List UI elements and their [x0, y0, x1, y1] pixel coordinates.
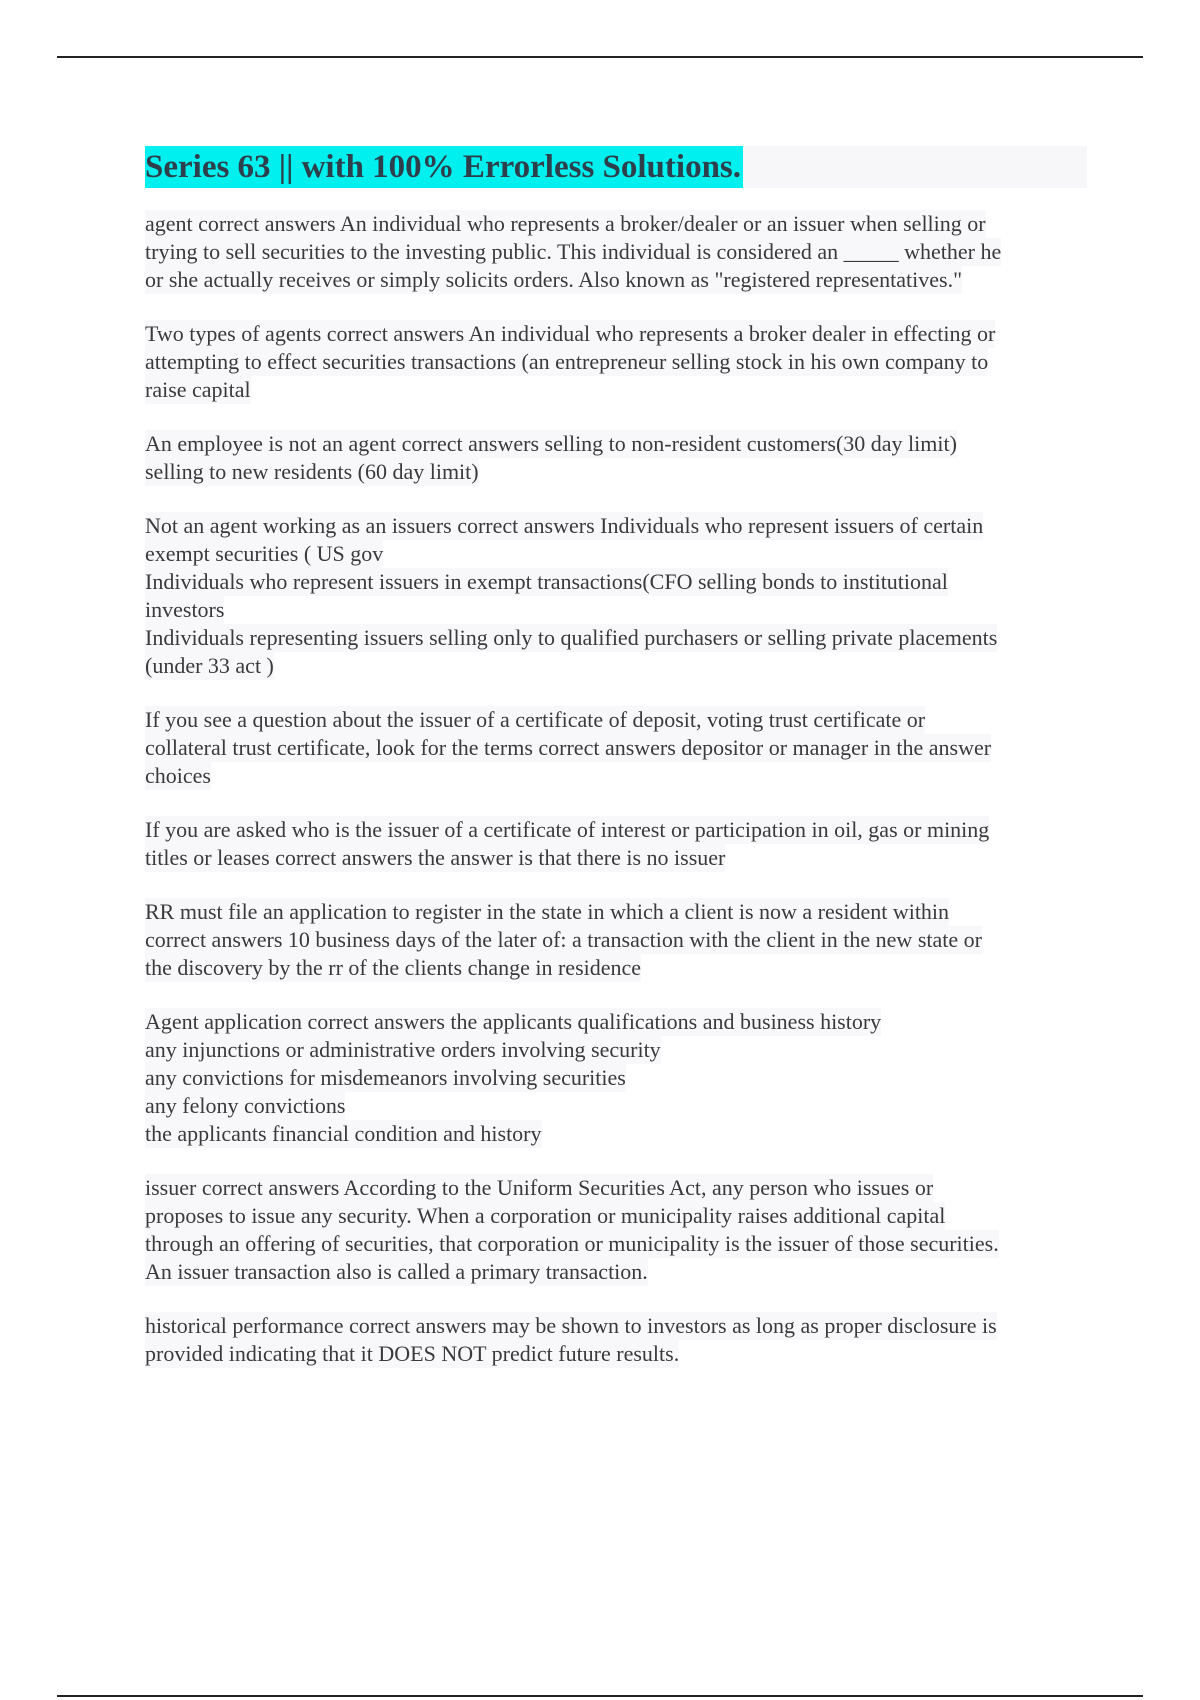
paragraph-line: attempting to effect securities transactions (an entrepreneur selling stock in his own company to — [145, 349, 989, 374]
paragraph-line: any felony convictions — [145, 1093, 346, 1118]
paragraph-line: Individuals who represent issuers in exempt transactions(CFO selling bonds to institutional — [145, 569, 948, 594]
paragraph-line: agent correct answers An individual who represents a broker/dealer or an issuer when selling or — [145, 211, 986, 236]
paragraph-line: If you are asked who is the issuer of a certificate of interest or participation in oil, gas or mining — [145, 817, 990, 842]
paragraph-line: An issuer transaction also is called a primary transaction. — [145, 1259, 648, 1284]
qa-paragraph — [145, 1312, 1087, 1368]
qa-paragraph — [145, 1174, 1087, 1286]
paragraph-line: Two types of agents correct answers An individual who represents a broker dealer in effecting or — [145, 321, 996, 346]
qa-paragraph — [145, 320, 1087, 404]
paragraph-line: investors — [145, 597, 225, 622]
qa-paragraph — [145, 706, 1087, 790]
paragraph-line: the discovery by the rr of the clients change in residence — [145, 955, 642, 980]
paragraph-line: historical performance correct answers may be shown to investors as long as proper disclosure is — [145, 1313, 997, 1338]
paragraph-line: issuer correct answers According to the Uniform Securities Act, any person who issues or — [145, 1175, 934, 1200]
paragraph-line: through an offering of securities, that corporation or municipality is the issuer of those securities. — [145, 1231, 999, 1256]
paragraph-line: provided indicating that it DOES NOT predict future results. — [145, 1341, 680, 1366]
bottom-rule — [57, 1695, 1143, 1697]
paragraph-line: the applicants financial condition and history — [145, 1121, 542, 1146]
paragraph-line: choices — [145, 763, 211, 788]
paragraph-line: any injunctions or administrative orders involving security — [145, 1037, 661, 1062]
paragraph-list — [145, 210, 1087, 1368]
paragraph-line: If you see a question about the issuer of a certificate of deposit, voting trust certificate or — [145, 707, 926, 732]
paragraph-line: or she actually receives or simply solicits orders. Also known as "registered representatives." — [145, 267, 963, 292]
paragraph-line: trying to sell securities to the investing public. This individual is considered an _____ whether he — [145, 239, 1002, 264]
qa-paragraph — [145, 898, 1087, 982]
paragraph-line: titles or leases correct answers the answer is that there is no issuer — [145, 845, 726, 870]
paragraph-line: collateral trust certificate, look for the terms correct answers depositor or manager in the answer — [145, 735, 992, 760]
top-rule — [57, 56, 1143, 58]
paragraph-line: (under 33 act ) — [145, 653, 274, 678]
document-title: Series 63 || with 100% Errorless Solutions. — [145, 146, 743, 188]
paragraph-line: selling to new residents (60 day limit) — [145, 459, 479, 484]
paragraph-line: Agent application correct answers the applicants qualifications and business history — [145, 1009, 882, 1034]
qa-paragraph — [145, 816, 1087, 872]
title-bar — [145, 146, 1087, 188]
qa-paragraph — [145, 210, 1087, 294]
qa-paragraph — [145, 430, 1087, 486]
paragraph-line: An employee is not an agent correct answers selling to non-resident customers(30 day limit) — [145, 431, 957, 456]
paragraph-line: correct answers 10 business days of the later of: a transaction with the client in the new state or — [145, 927, 982, 952]
paragraph-line: proposes to issue any security. When a corporation or municipality raises additional capital — [145, 1203, 946, 1228]
paragraph-line: RR must file an application to register in the state in which a client is now a resident within — [145, 899, 950, 924]
document-body — [145, 146, 1087, 1394]
paragraph-line: raise capital — [145, 377, 251, 402]
qa-paragraph — [145, 1008, 1087, 1148]
paragraph-line: exempt securities ( US gov — [145, 541, 384, 566]
paragraph-line: Individuals representing issuers selling only to qualified purchasers or selling private placements — [145, 625, 998, 650]
paragraph-line: any convictions for misdemeanors involving securities — [145, 1065, 626, 1090]
qa-paragraph — [145, 512, 1087, 680]
paragraph-line: Not an agent working as an issuers correct answers Individuals who represent issuers of certain — [145, 513, 984, 538]
